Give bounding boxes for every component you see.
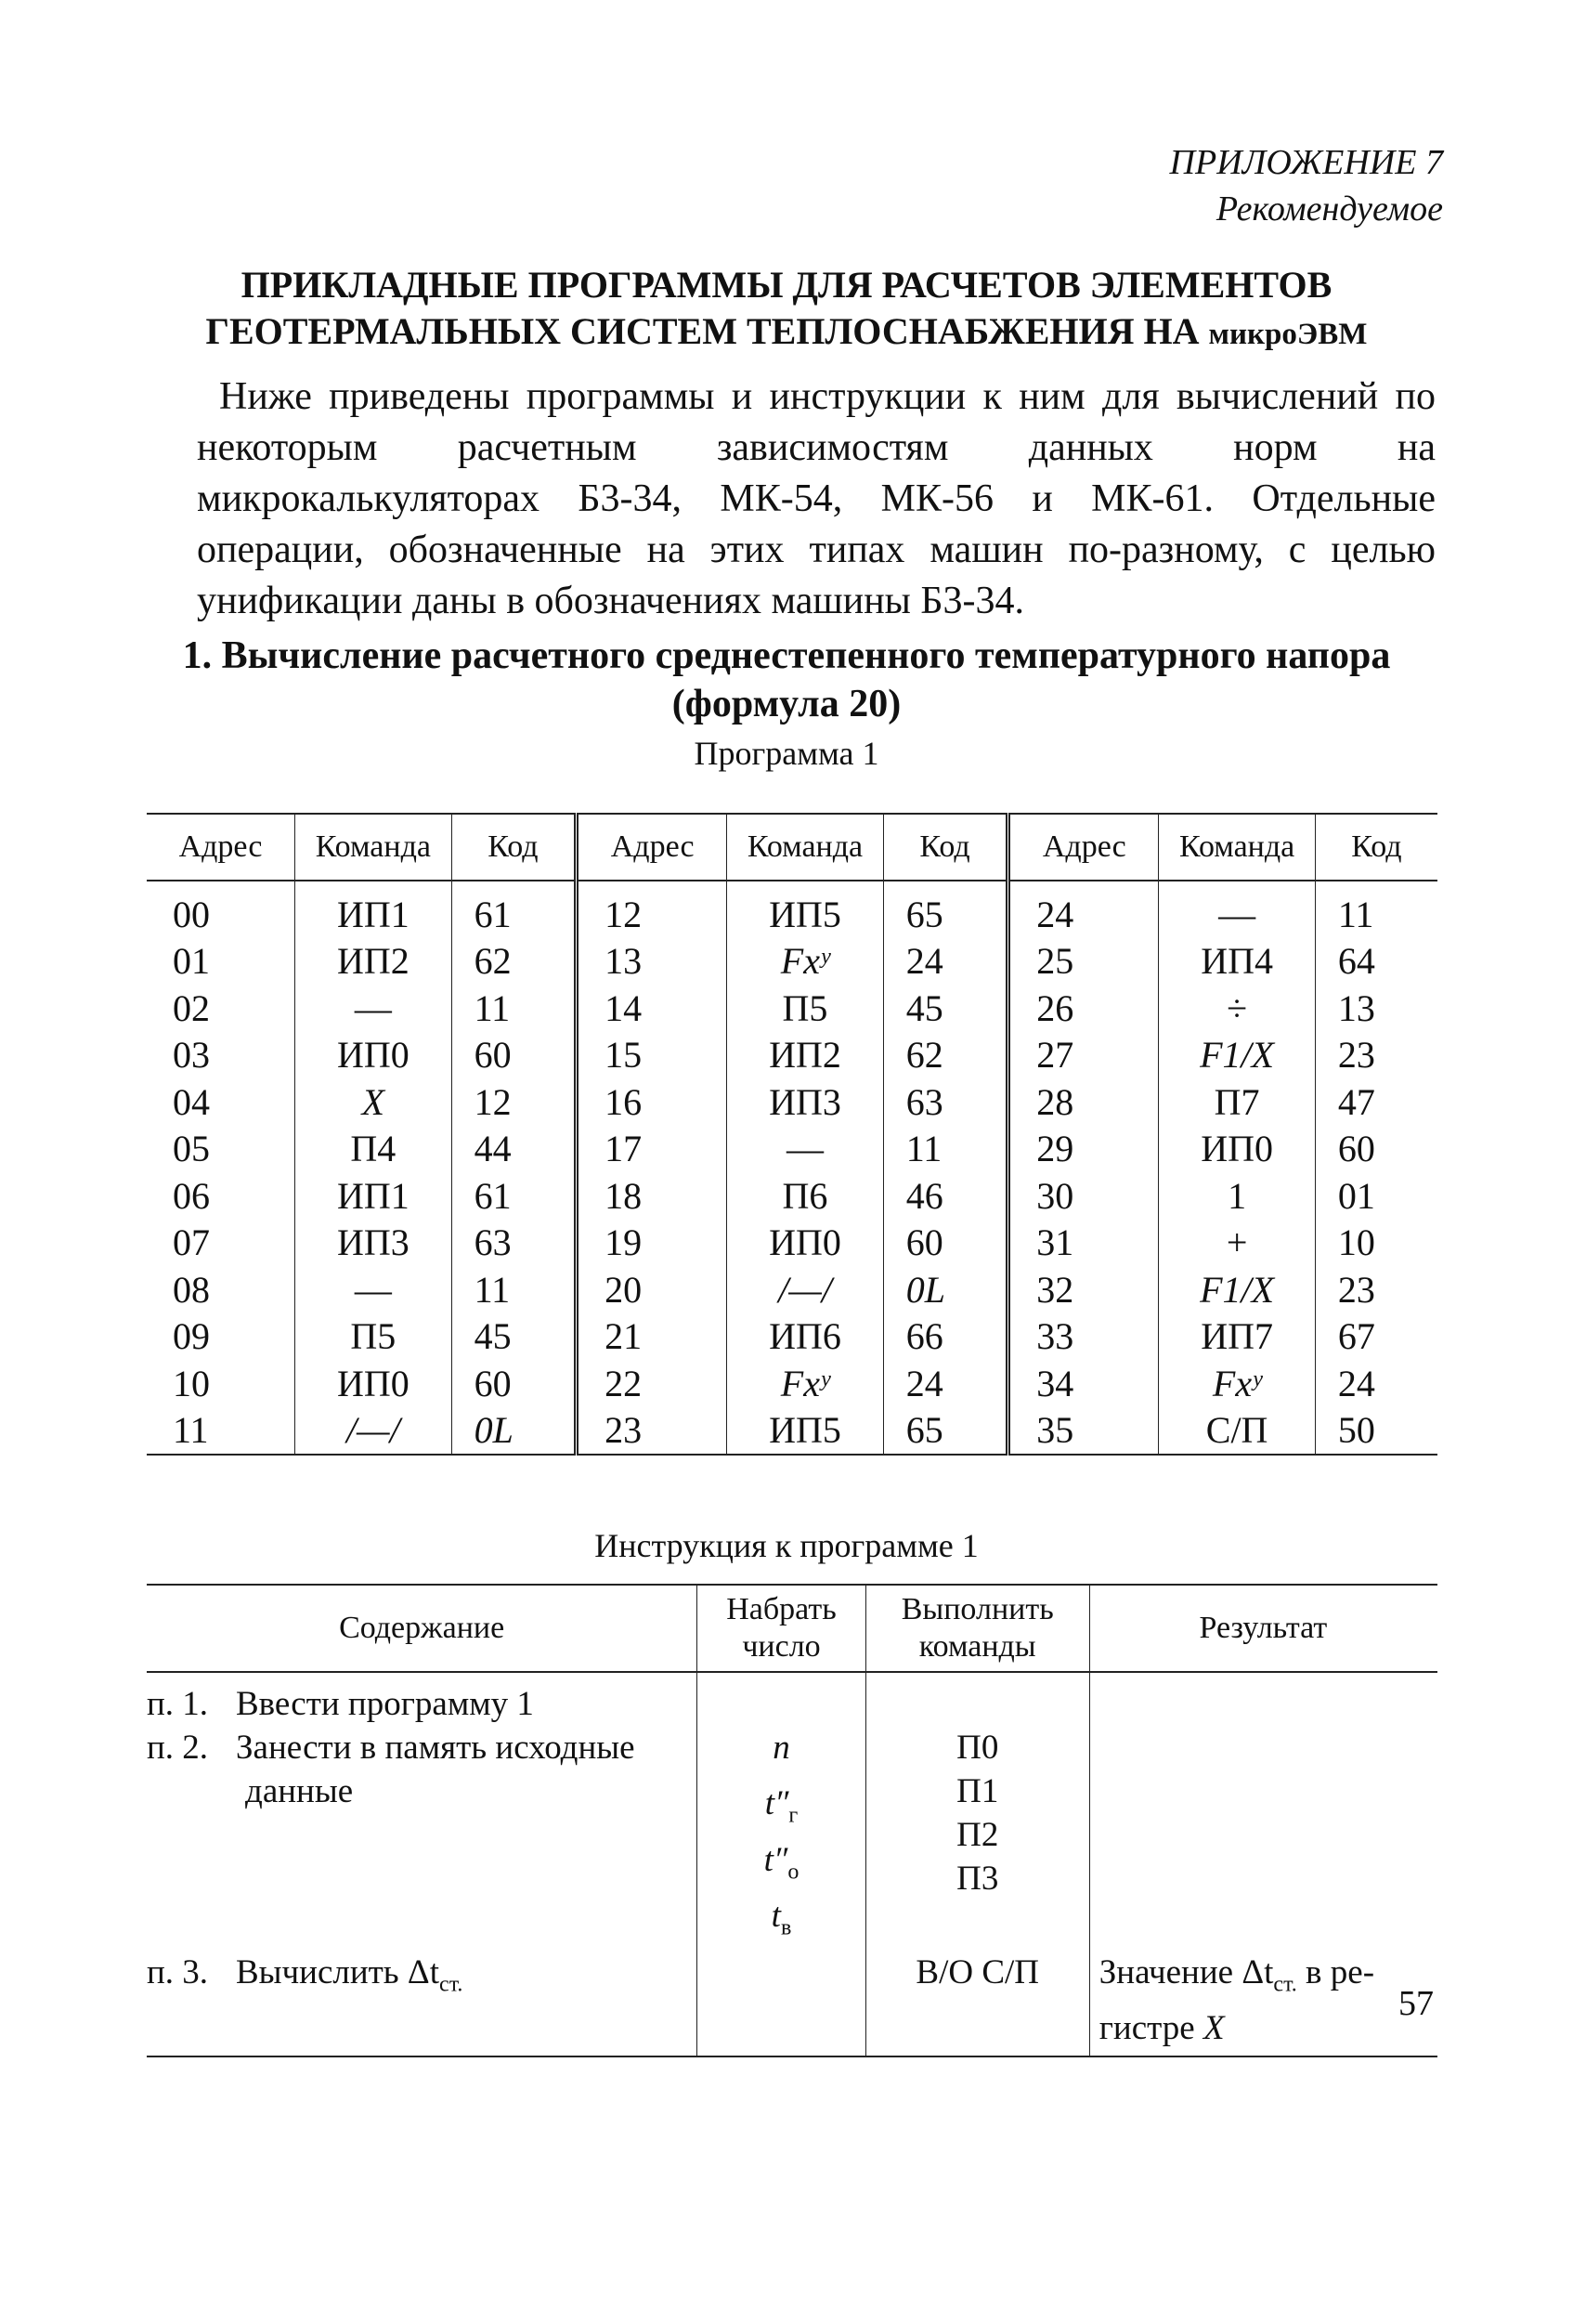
program-row xyxy=(147,1266,1437,1313)
header-command: Команда xyxy=(727,814,884,881)
step-label: п. 2. xyxy=(147,1729,209,1767)
intro-paragraph: Ниже приведены программы и инструкции к ним для вычислений по некоторым расчетным зависимостям данных норм на микрокалькуляторах Б3-34, МК-54, МК-56 и МК-61. Отдельные операции, обозначенные на этих типах машин по-разному, с целью унификации даны в обозначениях машины Б3-34. xyxy=(197,375,1436,622)
appendix-label: ПРИЛОЖЕНИЕ 7 xyxy=(1169,143,1443,182)
program-address: 01 xyxy=(173,940,210,983)
program-row xyxy=(147,1220,1437,1267)
header-result: Результат xyxy=(1089,1585,1437,1672)
step-execute-commands xyxy=(865,1726,1089,1951)
program-code: 60 xyxy=(883,1220,1008,1267)
program-row xyxy=(147,1313,1437,1361)
program-command: ИП2 xyxy=(727,1032,884,1079)
program-code: 47 xyxy=(1315,1078,1437,1126)
program-code: 60 xyxy=(451,1032,577,1079)
program-command: /—/ xyxy=(295,1407,452,1456)
program-address: 14 xyxy=(577,985,727,1032)
program-code: 45 xyxy=(451,1313,577,1361)
program-address: 21 xyxy=(577,1313,727,1361)
program-address: 07 xyxy=(173,1221,210,1264)
program-address: 31 xyxy=(1008,1220,1159,1267)
program-address: 10 xyxy=(173,1362,210,1404)
program-address: 22 xyxy=(577,1360,727,1407)
step-text: Ввести программу 1 xyxy=(236,1685,534,1723)
section-title-line1: 1. Вычисление расчетного среднестепенного температурного напора xyxy=(182,634,1391,677)
program-command: П6 xyxy=(727,1172,884,1220)
program-table-body xyxy=(147,881,1437,1455)
result-text-2: в ре- xyxy=(1296,1952,1375,1991)
instruction-table xyxy=(147,1584,1437,2057)
program-code: 50 xyxy=(1315,1407,1437,1456)
program-address: 29 xyxy=(1008,1126,1159,1173)
program-code: 61 xyxy=(451,881,577,938)
program-command: П5 xyxy=(727,985,884,1032)
program-code: 10 xyxy=(1315,1220,1437,1267)
program-command: — xyxy=(295,1266,452,1313)
step-execute xyxy=(865,1672,1089,1726)
program-command: Fxʸ xyxy=(727,1360,884,1407)
variable-prime: ″ xyxy=(774,1784,789,1823)
variable-subscript: о xyxy=(787,1860,800,1885)
program-command: С/П xyxy=(1159,1407,1316,1456)
variable-subscript: в xyxy=(780,1915,792,1940)
header-execute-line2: команды xyxy=(918,1629,1036,1664)
main-title-line2-text: ГЕОТЕРМАЛЬНЫХ СИСТЕМ ТЕПЛОСНАБЖЕНИЯ НА xyxy=(205,310,1200,352)
variable-symbol: t xyxy=(763,1840,774,1879)
instruction-step-3 xyxy=(147,1951,1437,2056)
input-variable xyxy=(697,1726,864,1782)
program-command: — xyxy=(727,1126,884,1173)
program-address: 26 xyxy=(1008,985,1159,1032)
program-command: ИП3 xyxy=(295,1220,452,1267)
program-table xyxy=(147,813,1437,1456)
program-code: 11 xyxy=(1315,881,1437,938)
program-code: 01 xyxy=(1315,1172,1437,1220)
program-command: /—/ xyxy=(727,1266,884,1313)
result-register: X xyxy=(1202,2008,1225,2047)
step-result xyxy=(1089,1726,1437,1951)
program-command: — xyxy=(295,985,452,1032)
program-row xyxy=(147,938,1437,986)
header-execute-commands xyxy=(865,1585,1089,1672)
step-label: п. 1. xyxy=(147,1685,209,1723)
program-command: 1 xyxy=(1159,1172,1316,1220)
page-number: 57 xyxy=(1398,1984,1434,2023)
program-command: + xyxy=(1159,1220,1316,1267)
program-row xyxy=(147,1360,1437,1407)
variable-symbol: n xyxy=(773,1729,790,1767)
program-command: П7 xyxy=(1159,1078,1316,1126)
program-command: F1/X xyxy=(1159,1032,1316,1079)
program-code: 45 xyxy=(883,985,1008,1032)
store-command: П1 xyxy=(956,1772,999,1810)
program-code: 60 xyxy=(451,1360,577,1407)
header-address: Адрес xyxy=(577,814,727,881)
program-code: 46 xyxy=(883,1172,1008,1220)
program-address: 35 xyxy=(1008,1407,1159,1456)
program-table-header xyxy=(147,814,1437,881)
header-content: Содержание xyxy=(147,1585,697,1672)
program-address: 24 xyxy=(1008,881,1159,938)
program-address: 11 xyxy=(147,1407,295,1456)
program-address: 06 xyxy=(173,1174,210,1217)
program-command: ИП0 xyxy=(1159,1126,1316,1173)
variable-subscript: г xyxy=(788,1803,799,1828)
program-code: 67 xyxy=(1315,1313,1437,1361)
program-code: 61 xyxy=(451,1172,577,1220)
program-caption: Программа 1 xyxy=(694,735,879,772)
program-address: 18 xyxy=(577,1172,727,1220)
program-address: 16 xyxy=(577,1078,727,1126)
header-enter-number xyxy=(697,1585,865,1672)
program-code: 65 xyxy=(883,1407,1008,1456)
program-address: 12 xyxy=(577,881,727,938)
step-enter xyxy=(697,1672,865,1726)
step-text-subscript: ст. xyxy=(439,1971,463,1996)
program-row xyxy=(147,985,1437,1032)
step-result xyxy=(1089,1951,1437,2056)
program-code: 11 xyxy=(883,1126,1008,1173)
program-code: 23 xyxy=(1315,1266,1437,1313)
program-address: 15 xyxy=(577,1032,727,1079)
program-address: 05 xyxy=(173,1128,210,1170)
input-variable xyxy=(697,1838,864,1894)
program-address: 32 xyxy=(1008,1266,1159,1313)
step-result xyxy=(1089,1672,1437,1726)
program-address: 25 xyxy=(1008,938,1159,986)
program-address: 19 xyxy=(577,1220,727,1267)
program-code: 13 xyxy=(1315,985,1437,1032)
result-text: Значение Δt xyxy=(1098,1952,1274,1991)
header-address: Адрес xyxy=(147,814,295,881)
program-code: 24 xyxy=(883,938,1008,986)
result-subscript: ст. xyxy=(1273,1971,1297,1996)
program-code: 65 xyxy=(883,881,1008,938)
program-address: 13 xyxy=(577,938,727,986)
program-row xyxy=(147,1032,1437,1079)
section-title-line2: (формула 20) xyxy=(671,683,902,725)
program-code: 60 xyxy=(1315,1126,1437,1173)
program-command: ИП5 xyxy=(727,881,884,938)
program-address: 20 xyxy=(577,1266,727,1313)
program-row xyxy=(147,1078,1437,1126)
program-code: 62 xyxy=(883,1032,1008,1079)
variable-prime: ″ xyxy=(773,1840,788,1879)
main-title-line2-small: микроЭВМ xyxy=(1208,318,1368,351)
program-command: П4 xyxy=(295,1126,452,1173)
header-code: Код xyxy=(451,814,577,881)
program-code: 0L xyxy=(451,1407,577,1456)
program-code: 44 xyxy=(451,1126,577,1173)
variable-symbol: t xyxy=(771,1897,781,1936)
step-enter-variables xyxy=(697,1726,865,1951)
program-row xyxy=(147,1126,1437,1173)
program-command: ИП2 xyxy=(295,938,452,986)
program-code: 63 xyxy=(883,1078,1008,1126)
program-address: 28 xyxy=(1008,1078,1159,1126)
variable-symbol: t xyxy=(764,1784,774,1823)
program-address: 23 xyxy=(577,1407,727,1456)
program-address: 00 xyxy=(173,893,210,935)
program-command: ИП0 xyxy=(295,1360,452,1407)
program-code: 11 xyxy=(451,1266,577,1313)
program-command: ИП1 xyxy=(295,881,452,938)
program-address: 02 xyxy=(173,986,210,1029)
step-label: п. 3. xyxy=(147,1952,209,1991)
header-code: Код xyxy=(883,814,1008,881)
header-code: Код xyxy=(1315,814,1437,881)
program-row xyxy=(147,1407,1437,1456)
program-code: 12 xyxy=(451,1078,577,1126)
store-command: П2 xyxy=(956,1816,999,1854)
program-command: ИП3 xyxy=(727,1078,884,1126)
program-address: 17 xyxy=(577,1126,727,1173)
program-code: 66 xyxy=(883,1313,1008,1361)
program-row xyxy=(147,881,1437,938)
program-code: 62 xyxy=(451,938,577,986)
program-code: 11 xyxy=(451,985,577,1032)
main-title-line1: ПРИКЛАДНЫЕ ПРОГРАММЫ ДЛЯ РАСЧЕТОВ ЭЛЕМЕНТОВ xyxy=(240,264,1332,306)
header-command: Команда xyxy=(1159,814,1316,881)
program-address: 09 xyxy=(173,1315,210,1358)
program-command: ИП4 xyxy=(1159,938,1316,986)
program-code: 24 xyxy=(1315,1360,1437,1407)
store-command: П3 xyxy=(956,1860,999,1898)
program-address: 08 xyxy=(173,1268,210,1311)
header-enter-line2: число xyxy=(742,1629,821,1664)
instruction-step-1 xyxy=(147,1672,1437,1726)
input-variable xyxy=(697,1782,864,1837)
instruction-caption: Инструкция к программе 1 xyxy=(594,1527,979,1564)
instruction-table-header xyxy=(147,1585,1437,1672)
program-address: 30 xyxy=(1008,1172,1159,1220)
program-command: ИП0 xyxy=(727,1220,884,1267)
program-command: ИП5 xyxy=(727,1407,884,1456)
header-enter-line1: Набрать xyxy=(726,1592,837,1626)
step-content xyxy=(147,1672,697,1726)
program-address: 04 xyxy=(173,1080,210,1123)
program-address: 03 xyxy=(173,1034,210,1077)
program-command: F1/X xyxy=(1159,1266,1316,1313)
program-code: 64 xyxy=(1315,938,1437,986)
step-text: Вычислить Δt xyxy=(236,1952,440,1991)
step-content xyxy=(147,1726,697,1951)
program-address: 33 xyxy=(1008,1313,1159,1361)
program-code: 24 xyxy=(883,1360,1008,1407)
step-text-continued: данные xyxy=(245,1772,354,1810)
program-command: Fxʸ xyxy=(727,938,884,986)
program-code: 0L xyxy=(883,1266,1008,1313)
program-command: ИП6 xyxy=(727,1313,884,1361)
program-command: — xyxy=(1159,881,1316,938)
program-command: ИП7 xyxy=(1159,1313,1316,1361)
step-content xyxy=(147,1951,697,2056)
program-command: ÷ xyxy=(1159,985,1316,1032)
header-command: Команда xyxy=(295,814,452,881)
program-code: 23 xyxy=(1315,1032,1437,1079)
appendix-status: Рекомендуемое xyxy=(1216,189,1443,228)
instruction-step-2 xyxy=(147,1726,1437,1951)
main-title-line2 xyxy=(139,308,1434,358)
appendix-header xyxy=(1170,139,1443,232)
program-command: X xyxy=(295,1078,452,1126)
header-address: Адрес xyxy=(1008,814,1159,881)
program-row xyxy=(147,1172,1437,1220)
result-text-3: гистре xyxy=(1098,2008,1203,2047)
input-variable xyxy=(697,1894,864,1950)
section-title xyxy=(139,632,1434,728)
program-command: ИП0 xyxy=(295,1032,452,1079)
step-text: Занести в память исходные xyxy=(236,1729,635,1767)
main-title xyxy=(139,262,1434,358)
program-address: 34 xyxy=(1008,1360,1159,1407)
header-execute-line1: Выполнить xyxy=(901,1592,1054,1626)
store-command: П0 xyxy=(956,1729,999,1767)
program-code: 63 xyxy=(451,1220,577,1267)
step-enter xyxy=(697,1951,865,2056)
step-execute: В/О С/П xyxy=(865,1951,1089,2056)
program-command: ИП1 xyxy=(295,1172,452,1220)
program-command: П5 xyxy=(295,1313,452,1361)
program-command: Fxʸ xyxy=(1159,1360,1316,1407)
program-address: 27 xyxy=(1008,1032,1159,1079)
